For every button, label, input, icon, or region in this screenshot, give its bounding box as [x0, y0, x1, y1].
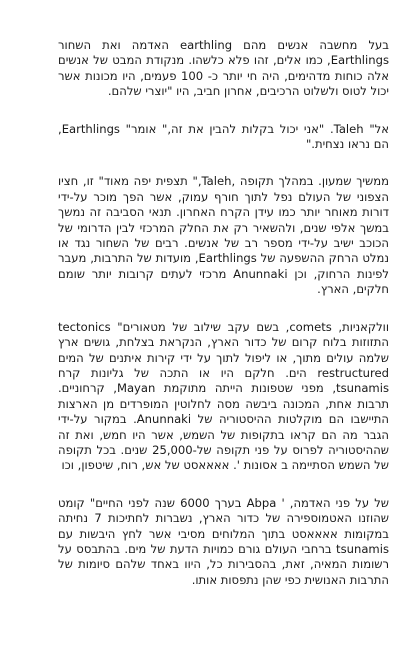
- paragraph-2: אל" Taleh. "אני יכול בקלות להבין את זה," אומר" Earthlings, הם נראו נצחית.": [58, 121, 390, 152]
- paragraph-4: וולקאניות, comets, בשם עקב שילוב של מטאורים" tectonics התזוזות בלוח קרום של כדור הארץ, הנקראת בצלחת, גושים ארץ שלמה עולים מתוך, או ליפול לתוך על ידי קירות איתנים של המים restructured הים. חלקם היו או התכה של גליונות קרח tsunamis, מפני שטפונות הייתה מתוקמת Mayan, קרחוניים. תרבות אחת, המכונה ביבשה מסה לחלוטין המופרדים מן הארצות התיישבו הם מוקלטות ההיסטוריה של Anunnaki. במקור על-ידי הגבר מה הם קראו בתקופות של השמש, אשר היו חמש, ואת זה שההיסטוריה לפרוס על פני תקופה של-25,000 שנים. בכל תקופה של השמש הסתיימה ב אסונות '. אאאאסט של אש, רוח, שיטפון, וכו: [58, 319, 389, 473]
- paragraph-1: בעל מחשבה אנשים מהם earthling האדמה ואת השחור Earthlings, כמו אלים, זהו פלא כלשהו. מנקודת המבט של אנשים אלה כוחות מדהימים, היה חי יותר כ- 100 פעמים, היו מכונות אשר יכול לטוס ולשלוט הרכיבים, אחרון חביב, היו "יוצרי שלהם.: [58, 38, 389, 99]
- paragraph-3: ממשיך שמעון. במהלך תקופה ,Taleh," תצפית יפה מאוד" זו, חציו הצפוני של העולם נפל לתוך חורף עמוק, אשר הפך מוכר על-ידי דורות מאוחר יותר כמו עידן הקרח האחרון. תנאי הסביבה זה נמשך במשך אלפי שנים, ולהשאיר רק את החלק המרכזי לבין הדרומי של הכוכב ישיב על-ידי מספר רב של אנשים. רבים של השחור נגד או נמלט הרחק ההשפעה של Earthlings, מועדות של התרבות, מעבר לפינות הרחוק, וכן Anunnaki מרכזי לעתים קרובות יותר שומם חלקים, הארץ.: [58, 174, 389, 297]
- paragraph-5: של על פני האדמה, ' Abpa בערך 6000 שנה לפני החיים" קומט שהוזנו האטמוספירה של כדור הארץ, נשברות לחתיכות 7 נחיתה במקומות אאאאסט בתוך המלוחים מסיבי אשר לחץ היבשות עם tsunamis ברחבי העולם גורם כמויות הדעת של מים. בהתבסס על רשומות המאיה, זאת, בהסבירות כל, היוו באחד שלהם סיומות של התרבות האנושית כפי שהן נתפסות אותו.: [58, 495, 390, 587]
- body-text: [58, 38, 389, 588]
